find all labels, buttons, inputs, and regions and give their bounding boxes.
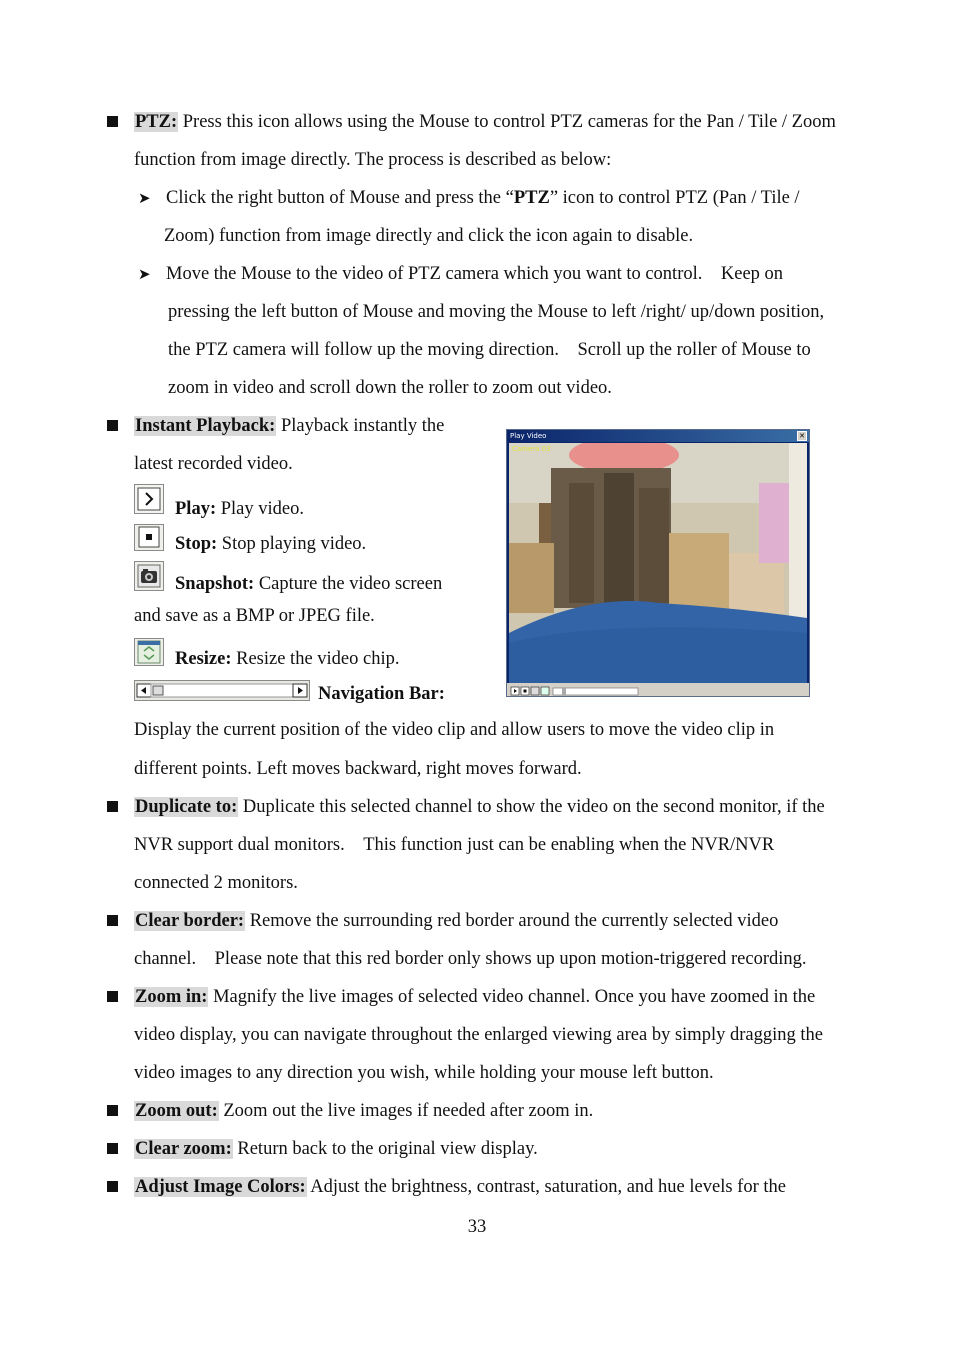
video-frame — [509, 443, 807, 683]
clear-zoom-term: Clear zoom: — [135, 1139, 232, 1159]
zoom-out-term: Zoom out: — [135, 1101, 218, 1121]
stop-line — [175, 533, 366, 555]
ptz-sub2-line4: zoom in video and scroll down the roller to zoom out video. — [168, 378, 612, 398]
duplicate-line3: connected 2 monitors. — [134, 873, 298, 893]
bullet-square-icon — [107, 116, 118, 127]
instant-playback-line1 — [134, 415, 444, 437]
arrow-bullet-icon: ➤ — [138, 189, 151, 207]
video-window-titlebar — [507, 430, 809, 442]
camera-label: Camera 03 — [512, 445, 551, 453]
ptz-sub2-line1: Move the Mouse to the video of PTZ camera which you want to control. Keep on — [166, 264, 784, 284]
resize-term: Resize: — [175, 649, 232, 669]
play-desc: Play video. — [220, 499, 304, 519]
ptz-sub1-term: PTZ — [513, 188, 550, 208]
instant-playback-term: Instant Playback: — [135, 416, 276, 436]
ptz-sub1-text-b: ” icon to control PTZ (Pan / Tile / — [549, 188, 800, 208]
clear-zoom-line — [134, 1138, 538, 1160]
resize-line — [175, 648, 400, 670]
zoom-out-desc: Zoom out the live images if needed after zoom in. — [223, 1101, 594, 1121]
ptz-term: PTZ: — [135, 112, 178, 132]
snapshot-line2: and save as a BMP or JPEG file. — [134, 606, 375, 626]
ptz-desc: Press this icon allows using the Mouse to control PTZ cameras for the Pan / Tile / Zoom — [182, 112, 836, 132]
zoom-out-line — [134, 1100, 593, 1122]
zoom-in-desc: Magnify the live images of selected video channel. Once you have zoomed in the — [213, 987, 816, 1007]
video-window-title: Play Video — [510, 432, 547, 440]
bullet-square-icon — [107, 420, 118, 431]
zoom-in-line1 — [134, 986, 815, 1008]
zoom-in-term: Zoom in: — [135, 987, 208, 1007]
stop-term: Stop: — [175, 534, 218, 554]
play-line — [175, 498, 304, 520]
duplicate-line2: NVR support dual monitors. This function just can be enabling when the NVR/NVR — [134, 835, 775, 855]
duplicate-desc: Duplicate this selected channel to show the video on the second monitor, if the — [242, 797, 825, 817]
stop-icon — [134, 524, 164, 551]
clear-border-line1 — [134, 910, 778, 932]
clear-zoom-desc: Return back to the original view display. — [237, 1139, 538, 1159]
stop-desc: Stop playing video. — [221, 534, 367, 554]
ptz-sub2-line2: pressing the left button of Mouse and moving the Mouse to left /right/ up/down position, — [168, 302, 825, 322]
ptz-sub2-line3: the PTZ camera will follow up the moving direction. Scroll up the roller of Mouse to — [168, 340, 811, 360]
video-control-bar — [507, 683, 809, 696]
resize-icon — [134, 638, 164, 666]
ptz-sub1-text-a: Click the right button of Mouse and press the “ — [166, 188, 514, 208]
clear-border-term: Clear border: — [135, 911, 245, 931]
arrow-bullet-icon: ➤ — [138, 265, 151, 283]
camera-icon — [134, 561, 164, 591]
adjust-colors-desc: Adjust the brightness, contrast, saturation, and hue levels for the — [310, 1177, 786, 1197]
snapshot-desc: Capture the video screen — [258, 574, 443, 594]
navigation-bar-line — [318, 683, 445, 705]
bullet-square-icon — [107, 1105, 118, 1116]
bullet-square-icon — [107, 801, 118, 812]
adjust-colors-line — [134, 1176, 786, 1198]
clear-border-line2: channel. Please note that this red border only shows up upon motion-triggered recording. — [134, 949, 807, 969]
zoom-in-line3: video images to any direction you wish, while holding your mouse left button. — [134, 1063, 714, 1083]
resize-desc: Resize the video chip. — [236, 649, 400, 669]
ptz-sub1-line1 — [166, 187, 800, 209]
bullet-square-icon — [107, 1181, 118, 1192]
bullet-square-icon — [107, 915, 118, 926]
navigation-bar-desc1: Display the current position of the video clip and allow users to move the video clip in — [134, 720, 775, 740]
play-icon — [134, 484, 164, 514]
snapshot-line1 — [175, 573, 442, 595]
navigation-bar-desc2: different points. Left moves backward, right moves forward. — [134, 759, 582, 779]
zoom-in-line2: video display, you can navigate throughout the enlarged viewing area by simply dragging the — [134, 1025, 823, 1045]
ptz-line1 — [134, 111, 836, 133]
duplicate-term: Duplicate to: — [135, 797, 238, 817]
clear-border-desc: Remove the surrounding red border around the currently selected video — [249, 911, 779, 931]
play-term: Play: — [175, 499, 217, 519]
bullet-square-icon — [107, 1143, 118, 1154]
ptz-sub1-line2: Zoom) function from image directly and click the icon again to disable. — [164, 226, 694, 246]
page-number: 33 — [467, 1217, 487, 1237]
video-playback-window — [506, 429, 810, 697]
duplicate-line1 — [134, 796, 825, 818]
snapshot-term: Snapshot: — [175, 574, 255, 594]
adjust-colors-term: Adjust Image Colors: — [135, 1177, 306, 1197]
close-icon[interactable]: ✕ — [797, 431, 807, 441]
bullet-square-icon — [107, 991, 118, 1002]
navigation-bar-icon — [134, 680, 310, 701]
ptz-line2: function from image directly. The process is described as below: — [134, 150, 612, 170]
navigation-bar-term: Navigation Bar: — [318, 684, 445, 704]
instant-playback-line2: latest recorded video. — [134, 454, 293, 474]
instant-playback-desc: Playback instantly the — [280, 416, 445, 436]
